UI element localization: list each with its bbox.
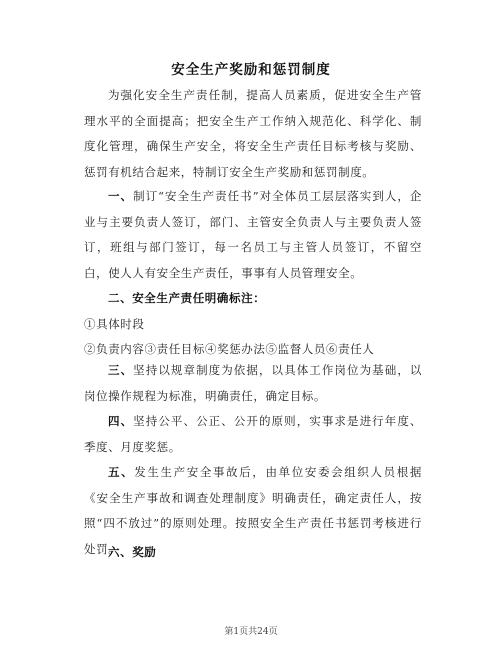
intro-paragraph: 为强化安全生产责任制，提高人员素质，促进安全生产管理水平的全面提高；把安全生产工作纳入规范化、科学化、制度化管理，确保生产安全，将安全生产责任目标考核与奖励、惩罚有机结合起来，特制订安全生产奖励和惩罚制度。 bbox=[84, 88, 422, 179]
section-3-number: 三、 bbox=[108, 363, 134, 377]
section-4-paragraph bbox=[84, 409, 422, 460]
page-number: 第1页共24页 bbox=[224, 627, 278, 637]
section-4-number: 四、 bbox=[108, 414, 134, 428]
section-2-heading: 二、安全生产责任明确标注： bbox=[108, 291, 266, 305]
section-3-paragraph bbox=[84, 358, 422, 409]
section-5-number: 五、 bbox=[108, 465, 135, 479]
section-5-text: 发生生产安全事故后，由单位安委会组织人员根据《安全生产事故和调查处理制度》明确责任，确定责任人，按照“四不放过”的原则处理。按照安全生产责任书惩罚考核进行处罚。 bbox=[84, 465, 423, 556]
section-2-line-1: ①具体时段 bbox=[84, 317, 145, 331]
document-title: 安全生产奖励和惩罚制度 bbox=[171, 62, 331, 78]
section-3-text: 坚持以规章制度为依据，以具体工作岗位为基础，以岗位操作规程为标准，明确责任，确定目标。 bbox=[84, 363, 422, 403]
section-4-text: 坚持公平、公正、公开的原则，实事求是进行年度、季度、月度奖惩。 bbox=[84, 414, 422, 454]
section-1-paragraph bbox=[84, 184, 422, 286]
section-6-heading: 六、奖励 bbox=[108, 545, 157, 559]
section-1-number: 一、 bbox=[108, 189, 134, 203]
section-2-line-2: ②负责内容③责任目标④奖惩办法⑤监督人员⑥责任人 bbox=[84, 342, 375, 356]
section-1-text: 制订“安全生产责任书”对全体员工层层落实到人，企业与主要负责人签订，部门、主管安全负责人与主要负责人签订，班组与部门签订，每一名员工与主管人员签订，不留空白，使人人有安全生产责任，事事有人员管理安全。 bbox=[84, 189, 423, 280]
